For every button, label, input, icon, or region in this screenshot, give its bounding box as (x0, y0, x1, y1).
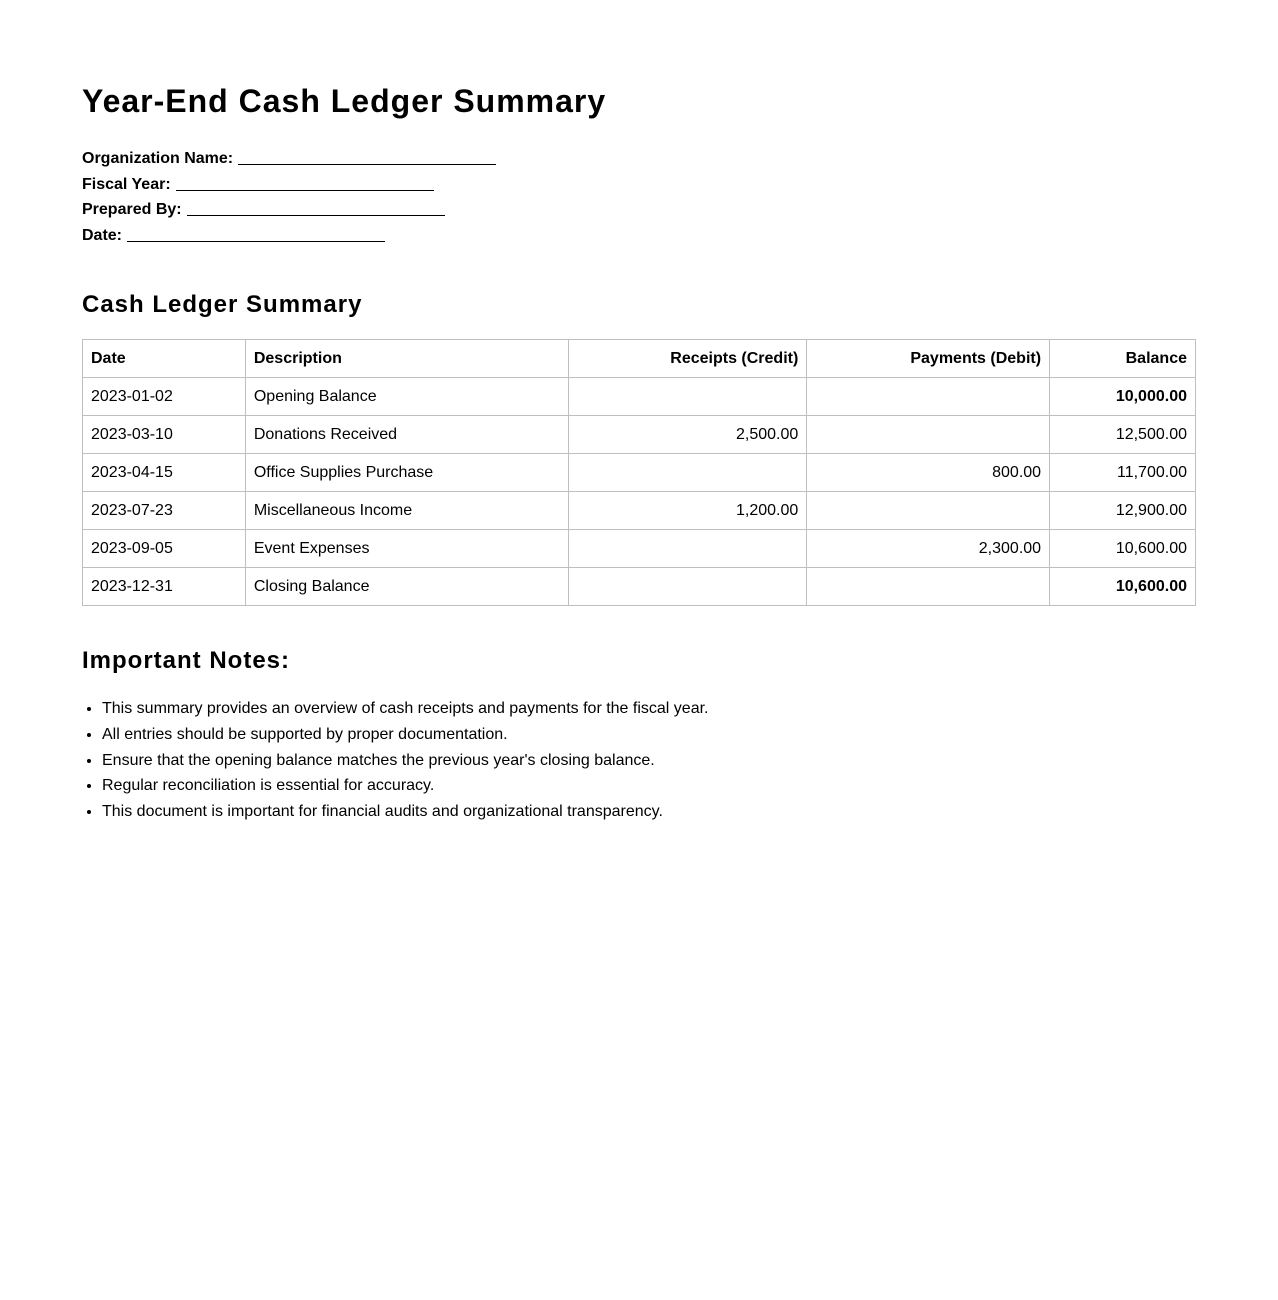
cell-description: Office Supplies Purchase (245, 454, 568, 492)
notes-title: Important Notes: (82, 647, 290, 675)
ledger-section-title: Cash Ledger Summary (82, 291, 363, 319)
list-item: • This document is important for financial audits and organizational transparency. (102, 799, 1196, 825)
cell-description: Miscellaneous Income (245, 492, 568, 530)
ledger-table (82, 339, 1196, 606)
field-label: Date: (82, 226, 123, 244)
cell-description: Event Expenses (245, 530, 568, 568)
list-item: • Regular reconciliation is essential for accuracy. (102, 773, 1196, 799)
table-row (83, 530, 1196, 568)
list-item: • All entries should be supported by proper documentation. (102, 722, 1196, 748)
date-field (82, 223, 1196, 249)
cell-balance: 10,600.00 (1050, 568, 1196, 606)
cell-description: Closing Balance (245, 568, 568, 606)
cell-description: Opening Balance (245, 378, 568, 416)
field-label: Organization Name: (82, 150, 234, 167)
cell-receipts (568, 530, 807, 568)
cell-payments (807, 568, 1050, 606)
cell-payments: 800.00 (807, 454, 1050, 492)
blank-line (187, 201, 445, 216)
field-label: Fiscal Year: (82, 175, 171, 193)
cell-balance: 10,600.00 (1050, 530, 1196, 568)
blank-line (238, 150, 496, 165)
list-item: • This summary provides an overview of cash receipts and payments for the fiscal year. (102, 696, 1196, 722)
field-label: Prepared By: (82, 201, 182, 219)
header-fields (82, 146, 1196, 248)
cell-balance: 11,700.00 (1050, 454, 1196, 492)
cell-description: Donations Received (245, 416, 568, 454)
cell-payments (807, 492, 1050, 530)
cell-balance: 12,500.00 (1050, 416, 1196, 454)
cell-date: 2023-01-02 (83, 378, 246, 416)
cell-balance: 12,900.00 (1050, 492, 1196, 530)
cell-payments: 2,300.00 (807, 530, 1050, 568)
table-row (83, 454, 1196, 492)
cell-payments (807, 378, 1050, 416)
cell-balance: 10,000.00 (1050, 378, 1196, 416)
header-date: Date (83, 340, 246, 378)
table-row (83, 378, 1196, 416)
list-item: • Ensure that the opening balance matches the previous year's closing balance. (102, 748, 1196, 774)
cell-receipts (568, 378, 807, 416)
fiscal-year-field (82, 172, 1196, 198)
header-balance: Balance (1050, 340, 1196, 378)
cell-receipts (568, 454, 807, 492)
cell-date: 2023-12-31 (83, 568, 246, 606)
notes-list (82, 696, 1196, 825)
header-description: Description (245, 340, 568, 378)
cell-payments (807, 416, 1050, 454)
table-header-row (83, 340, 1196, 378)
table-row (83, 492, 1196, 530)
document-title: Year-End Cash Ledger Summary (82, 83, 607, 119)
cell-date: 2023-07-23 (83, 492, 246, 530)
table-row (83, 568, 1196, 606)
header-receipts: Receipts (Credit) (568, 340, 807, 378)
organization-name-field (82, 146, 1196, 172)
cell-date: 2023-03-10 (83, 416, 246, 454)
prepared-by-field (82, 197, 1196, 223)
cell-receipts: 2,500.00 (568, 416, 807, 454)
cell-date: 2023-09-05 (83, 530, 246, 568)
blank-line (127, 227, 385, 242)
table-row (83, 416, 1196, 454)
header-payments: Payments (Debit) (807, 340, 1050, 378)
blank-line (176, 176, 434, 191)
cell-date: 2023-04-15 (83, 454, 246, 492)
cell-receipts: 1,200.00 (568, 492, 807, 530)
cell-receipts (568, 568, 807, 606)
